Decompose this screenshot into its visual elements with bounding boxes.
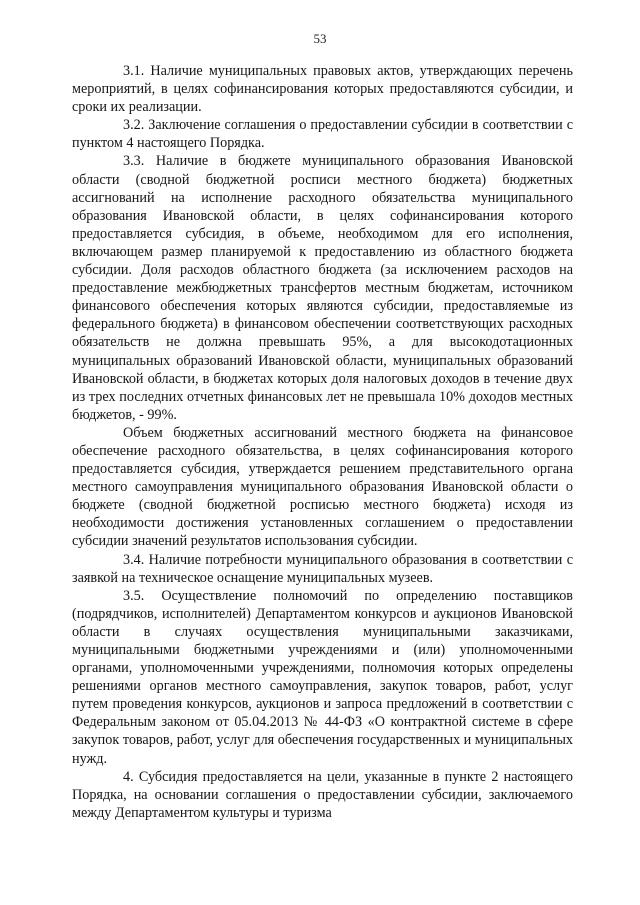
paragraph-3-4: 3.4. Наличие потребности муниципального образования в соответствии с заявкой на техническое оснащение муниципальных музеев. (72, 551, 573, 586)
document-body (72, 62, 573, 822)
page-number: 53 (313, 31, 327, 46)
paragraph-3-5: 3.5. Осуществление полномочий по определению поставщиков (подрядчиков, исполнителей) Департаментом конкурсов и аукционов Ивановской области в случаях осуществления муниципальными заказчиками, муниципальными бюджетными учреждениями и (или) уполномоченными органами, уполномоченными учреждениями, полномочия которых определены решениями органов местного самоуправления, закупок товаров, работ, услуг путем проведения конкурсов, аукционов и запроса предложений в соответствии с Федеральным законом от 05.04.2013 № 44-ФЗ «О контрактной системе в сфере закупок товаров, работ, услуг для обеспечения государственных и муниципальных нужд. (72, 587, 574, 767)
paragraph-3-3-budget-volume: Объем бюджетных ассигнований местного бюджета на финансовое обеспечение расходного обязательства, в целях софинансирования которого предоставляется субсидия, утверждается решением представительного органа местного самоуправления муниципального образования Ивановской области о бюджете (сводной бюджетной росписью местного бюджета) исходя из необходимости достижения установленных соглашением о предоставлении субсидии значений результатов использования субсидии. (72, 424, 573, 550)
paragraph-4: 4. Субсидия предоставляется на цели, указанные в пункте 2 настоящего Порядка, на основании соглашения о предоставлении субсидии, заключаемого между Департаментом культуры и туризма (72, 768, 573, 821)
paragraph-3-1: 3.1. Наличие муниципальных правовых актов, утверждающих перечень мероприятий, в целях софинансирования которых предоставляются субсидии, и сроки их реализации. (72, 63, 573, 116)
paragraph-3-3: 3.3. Наличие в бюджете муниципального образования Ивановской области (сводной бюджетной росписи местного бюджета) бюджетных ассигнований на исполнение расходного обязательства муниципального образования Ивановской области, в целях софинансирования которого предоставляется субсидия, в объеме, необходимом для его исполнения, включающем размер планируемой к предоставлению из областного бюджета субсидии. Доля расходов областного бюджета (за исключением расходов на предоставление межбюджетных трансфертов местным бюджетам, источником финансового обеспечения которых являются субсидии, предоставляемые из федерального бюджета) в финансовом обеспечении соответствующих расходных обязательств не должна превышать 95%, а для высокодотационных муниципальных образований Ивановской области, муниципальных образований Ивановской области, в бюджетах которых доля налоговых доходов в течение двух из трех последних отчетных финансовых лет не превышала 10% доходов местных бюджетов, - 99%. (72, 153, 573, 423)
paragraph-3-2: 3.2. Заключение соглашения о предоставлении субсидии в соответствии с пунктом 4 настоящего Порядка. (72, 117, 573, 152)
